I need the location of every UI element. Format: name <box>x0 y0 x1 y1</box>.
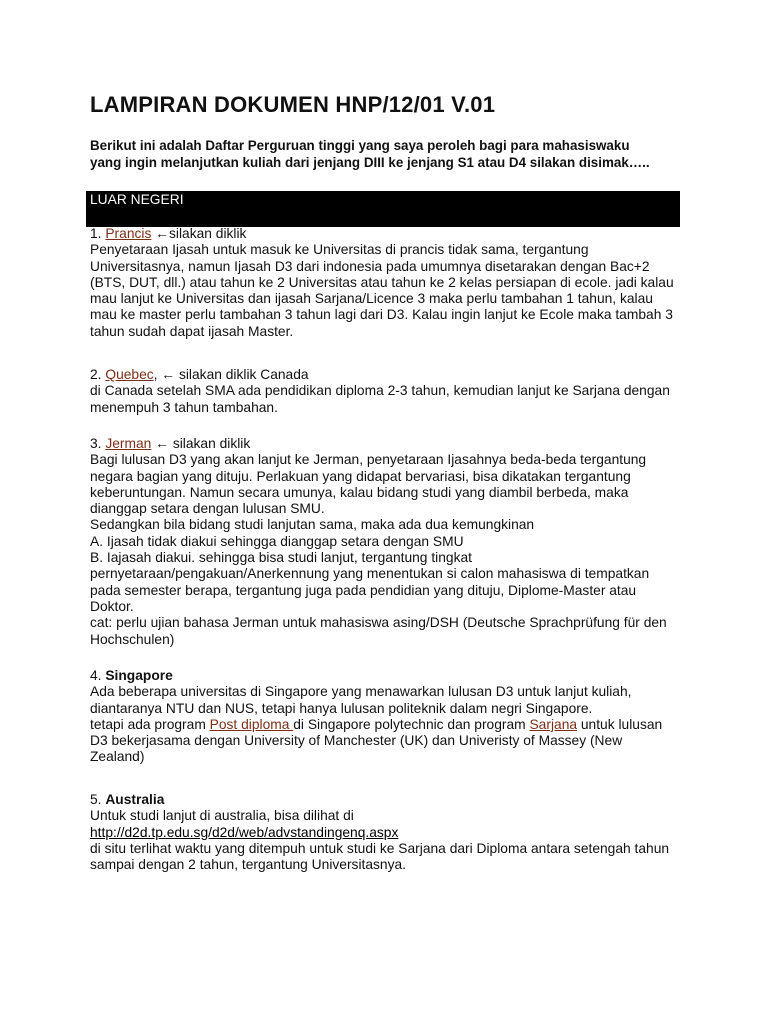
body-line: Hochschulen) <box>90 631 175 647</box>
body-line: keberuntungan. Namun secara umunya, kalau bidang studi yang diambil berbeda, maka <box>90 484 629 500</box>
body-line: Doktor. <box>90 598 134 614</box>
body-line: cat: perlu ujian bahasa Jerman untuk mahasiswa asing/DSH (Deutsche Sprachprüfung für den <box>90 615 667 631</box>
body-line: mau ke master perlu tambahan 3 tahun lagi dari D3. Kalau ingin lanjut ke Ecole maka tambah 3 <box>90 307 673 323</box>
section-hint: ←silakan diklik <box>151 226 247 241</box>
body-line: di situ terlihat waktu yang ditempuh untuk studi ke Sarjana dari Diploma antara setengah tahun <box>90 840 670 856</box>
body-line <box>90 717 690 733</box>
body-line: (BTS, DUT, dll.) atau tahun ke 2 Universitas atau tahun ke 2 kelas persiapan di ecole. jadi kalau <box>90 274 674 290</box>
section-hint: , ← silakan diklik Canada <box>153 367 309 382</box>
link-sarjana[interactable]: Sarjana <box>529 716 578 732</box>
section-australia <box>90 792 690 873</box>
body-line: sampai dengan 2 tahun, tergantung Universitasnya. <box>90 857 407 873</box>
body-line: D3 bekerjasama dengan University of Manchester (UK) dan Univeristy of Massey (New <box>90 733 623 749</box>
section-jerman <box>90 436 690 648</box>
body-line: Universitasnya, namun Ijasah D3 dari indonesia pada umumnya disetarakan dengan Bac+2 <box>90 258 650 274</box>
body-line: pernyetaraan/pengakuan/Anerkennung yang menentukan si calon mahasiswa di tempatkan <box>90 566 650 582</box>
section-number: 2. <box>90 367 106 382</box>
link-d2d-url[interactable]: http://d2d.tp.edu.sg/d2d/web/advstandingenq.aspx <box>90 824 399 840</box>
link-post-diploma[interactable]: Post diploma <box>209 716 294 732</box>
body-line: menempuh 3 tahun tambahan. <box>90 399 278 415</box>
body-line: Sedangkan bila bidang studi lanjutan sama, maka ada dua kemungkinan <box>90 517 535 533</box>
document-title: LAMPIRAN DOKUMEN HNP/12/01 V.01 <box>90 92 496 117</box>
section-number: 1. <box>90 226 106 241</box>
intro-line: Berikut ini adalah Daftar Perguruan tinggi yang saya peroleh bagi para mahasiswaku <box>90 138 630 153</box>
body-line: diantaranya NTU dan NUS, tetapi hanya lulusan politeknik dalam negri Singapore. <box>90 700 593 716</box>
section-quebec <box>90 367 690 416</box>
section-heading <box>90 436 690 452</box>
section-singapore <box>90 668 690 766</box>
body-line: pada semester berapa, tergantung juga pada pendidian yang dituju, Diplome-Master atau <box>90 582 637 598</box>
body-text: tetapi ada program <box>90 716 210 732</box>
body-line: Untuk studi lanjut di australia, bisa dilihat di <box>90 808 354 824</box>
body-line: negara bagian yang dituju. Perlakuan yang didapat bervariasi, bisa dikatakan tergantung <box>90 468 631 484</box>
body-line: A. Ijasah tidak diakui sehingga dianggap setara dengan SMU <box>90 533 464 549</box>
body-line: Penyetaraan Ijasah untuk masuk ke Universitas di prancis tidak sama, tergantung <box>90 242 589 258</box>
banner-label: LUAR NEGERI <box>90 192 184 207</box>
section-heading <box>90 668 690 684</box>
body-line: tahun sudah dapat ijasah Master. <box>90 323 294 339</box>
section-number: 4. <box>90 668 106 683</box>
body-line: B. Iajasah diakui. sehingga bisa studi lanjut, tergantung tingkat <box>90 550 472 566</box>
body-line: Zealand) <box>90 749 145 765</box>
section-number: 3. <box>90 436 106 451</box>
intro-paragraph <box>90 137 690 171</box>
intro-line: yang ingin melanjutkan kuliah dari jenjang DIII ke jenjang S1 atau D4 silakan disimak….. <box>90 155 650 170</box>
link-quebec[interactable]: Quebec <box>105 367 154 382</box>
body-text: di Singapore polytechnic dan program <box>293 716 530 732</box>
link-prancis[interactable]: Prancis <box>105 226 152 241</box>
section-title: Singapore <box>105 668 173 683</box>
body-line: di Canada setelah SMA ada pendidikan diploma 2-3 tahun, kemudian lanjut ke Sarjana dengan <box>90 383 670 399</box>
body-line <box>90 825 690 841</box>
body-line: Bagi lulusan D3 yang akan lanjut ke Jerman, penyetaraan Ijasahnya beda-beda tergantung <box>90 452 647 468</box>
section-number: 5. <box>90 792 106 807</box>
section-title: Australia <box>105 792 165 807</box>
section-heading <box>90 792 690 808</box>
body-text: untuk lulusan <box>577 716 663 732</box>
section-prancis <box>90 226 690 340</box>
body-line: mau lanjut ke Universitas dan ijasah Sarjana/Licence 3 maka perlu tambahan 1 tahun, kalau <box>90 291 653 307</box>
section-heading <box>90 226 690 242</box>
body-line: Ada beberapa universitas di Singapore yang menawarkan lulusan D3 untuk lanjut kuliah, <box>90 684 632 700</box>
section-hint: ← silakan diklik <box>151 436 251 451</box>
section-banner <box>86 191 680 227</box>
section-heading <box>90 367 690 383</box>
link-jerman[interactable]: Jerman <box>105 436 152 451</box>
body-line: dianggap setara dengan lulusan SMU. <box>90 501 325 517</box>
